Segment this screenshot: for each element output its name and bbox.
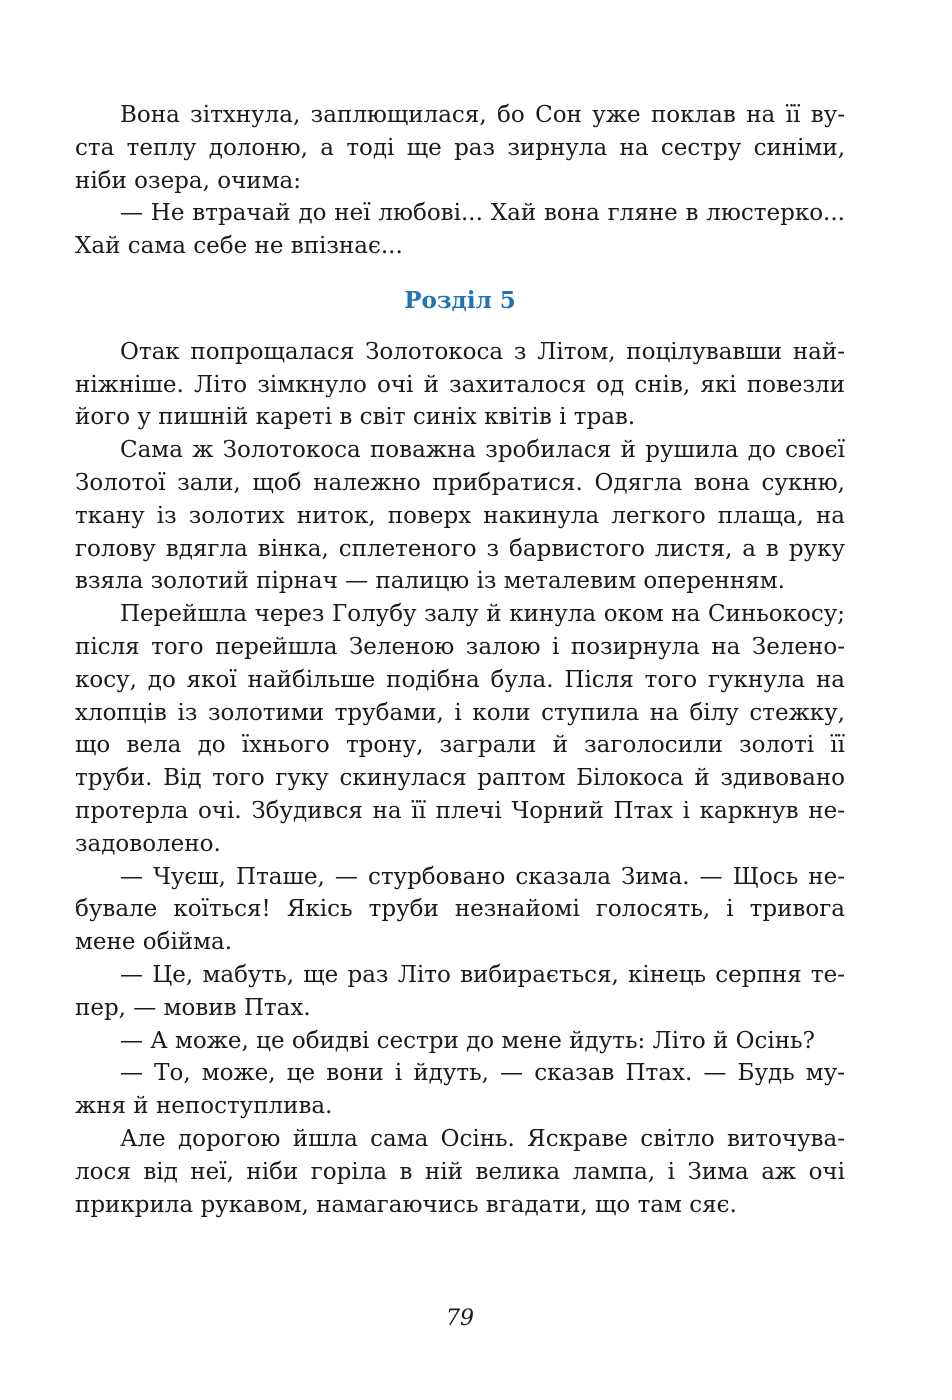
paragraph bbox=[75, 99, 845, 197]
paragraph bbox=[75, 959, 845, 1025]
paragraph bbox=[75, 434, 845, 598]
text-line: — Не втрачай до неї любові... Хай вона гляне в люстерко... bbox=[120, 200, 845, 227]
text-line: Золотої зали, щоб належно прибратися. Одягла вона сукню, bbox=[75, 469, 845, 496]
page-number: 79 bbox=[446, 1306, 474, 1331]
text-line: Отак попрощалася Золотокоса з Літом, поцілувавши най- bbox=[120, 338, 845, 365]
text-line: ста теплу долоню, а тоді ще раз зирнула на сестру синіми, bbox=[75, 134, 845, 161]
text-line: Хай сама себе не впізнає... bbox=[75, 233, 403, 260]
paragraph bbox=[75, 1123, 845, 1221]
text-line: труби. Від того гуку скинулася раптом Білокоса й здивовано bbox=[75, 765, 845, 792]
section-heading: Розділ 5 bbox=[404, 286, 516, 314]
text-line: Сама ж Золотокоса поважна зробилася й рушила до своєї bbox=[120, 437, 845, 464]
text-line: бувале коїться! Якісь труби незнайомі голосять, і тривога bbox=[75, 896, 845, 923]
text-line: його у пишній кареті в світ синіх квітів і трав. bbox=[75, 404, 636, 431]
text-line: Перейшла через Голубу залу й кинула оком на Синьокосу; bbox=[120, 601, 845, 628]
text-line: — Чуєш, Пташе, — стурбовано сказала Зима. — Щось не- bbox=[120, 863, 845, 890]
text-line: жня й непоступлива. bbox=[75, 1093, 333, 1120]
text-line: хлопців із золотими трубами, і коли ступила на білу стежку, bbox=[75, 699, 845, 726]
text-line: косу, до якої найбільше подібна була. Після того гукнула на bbox=[75, 666, 845, 693]
paragraph bbox=[75, 197, 845, 263]
text-line: що вела до їхнього трону, заграли й заголосили золоті її bbox=[75, 732, 845, 759]
text-line: прикрила рукавом, намагаючись вгадати, що там сяє. bbox=[75, 1191, 737, 1218]
text-line: ніби озера, очима: bbox=[75, 167, 301, 194]
text-line: ткану із золотих ниток, поверх накинула легкого плаща, на bbox=[75, 502, 845, 529]
text-line: після того перейшла Зеленою залою і позирнула на Зелено- bbox=[75, 633, 845, 660]
text-line: Вона зітхнула, заплющилася, бо Сон уже поклав на її ву- bbox=[120, 102, 845, 128]
text-line: протерла очі. Збудився на її плечі Чорний Птах і каркнув не- bbox=[75, 797, 845, 824]
text-line: — То, може, це вони і йдуть, — сказав Птах. — Будь му- bbox=[120, 1060, 845, 1087]
text-line: пер, — мовив Птах. bbox=[75, 994, 311, 1021]
text-line: — А може, це обидві сестри до мене йдуть: Літо й Осінь? bbox=[120, 1027, 815, 1054]
paragraph bbox=[75, 1025, 845, 1058]
text-line: задоволено. bbox=[75, 830, 221, 857]
text-line: голову вдягла вінка, сплетеного з барвистого листя, а в руку bbox=[75, 535, 845, 562]
paragraph bbox=[75, 336, 845, 434]
text-line: лося від неї, ніби горіла в ній велика лампа, і Зима аж очі bbox=[75, 1158, 845, 1185]
text-line: мене обійма. bbox=[75, 929, 233, 956]
text-line: — Це, мабуть, ще раз Літо вибирається, кінець серпня те- bbox=[120, 961, 845, 988]
text-line: ніжніше. Літо зімкнуло очі й захиталося од снів, які повезли bbox=[75, 371, 845, 398]
paragraph bbox=[75, 861, 845, 959]
text-line: Але дорогою йшла сама Осінь. Яскраве світло виточува- bbox=[120, 1125, 845, 1152]
text-line: взяла золотий пірнач — палицю із металевим оперенням. bbox=[75, 568, 785, 595]
paragraph bbox=[75, 598, 845, 860]
page-body bbox=[75, 99, 845, 1221]
paragraph bbox=[75, 1057, 845, 1123]
